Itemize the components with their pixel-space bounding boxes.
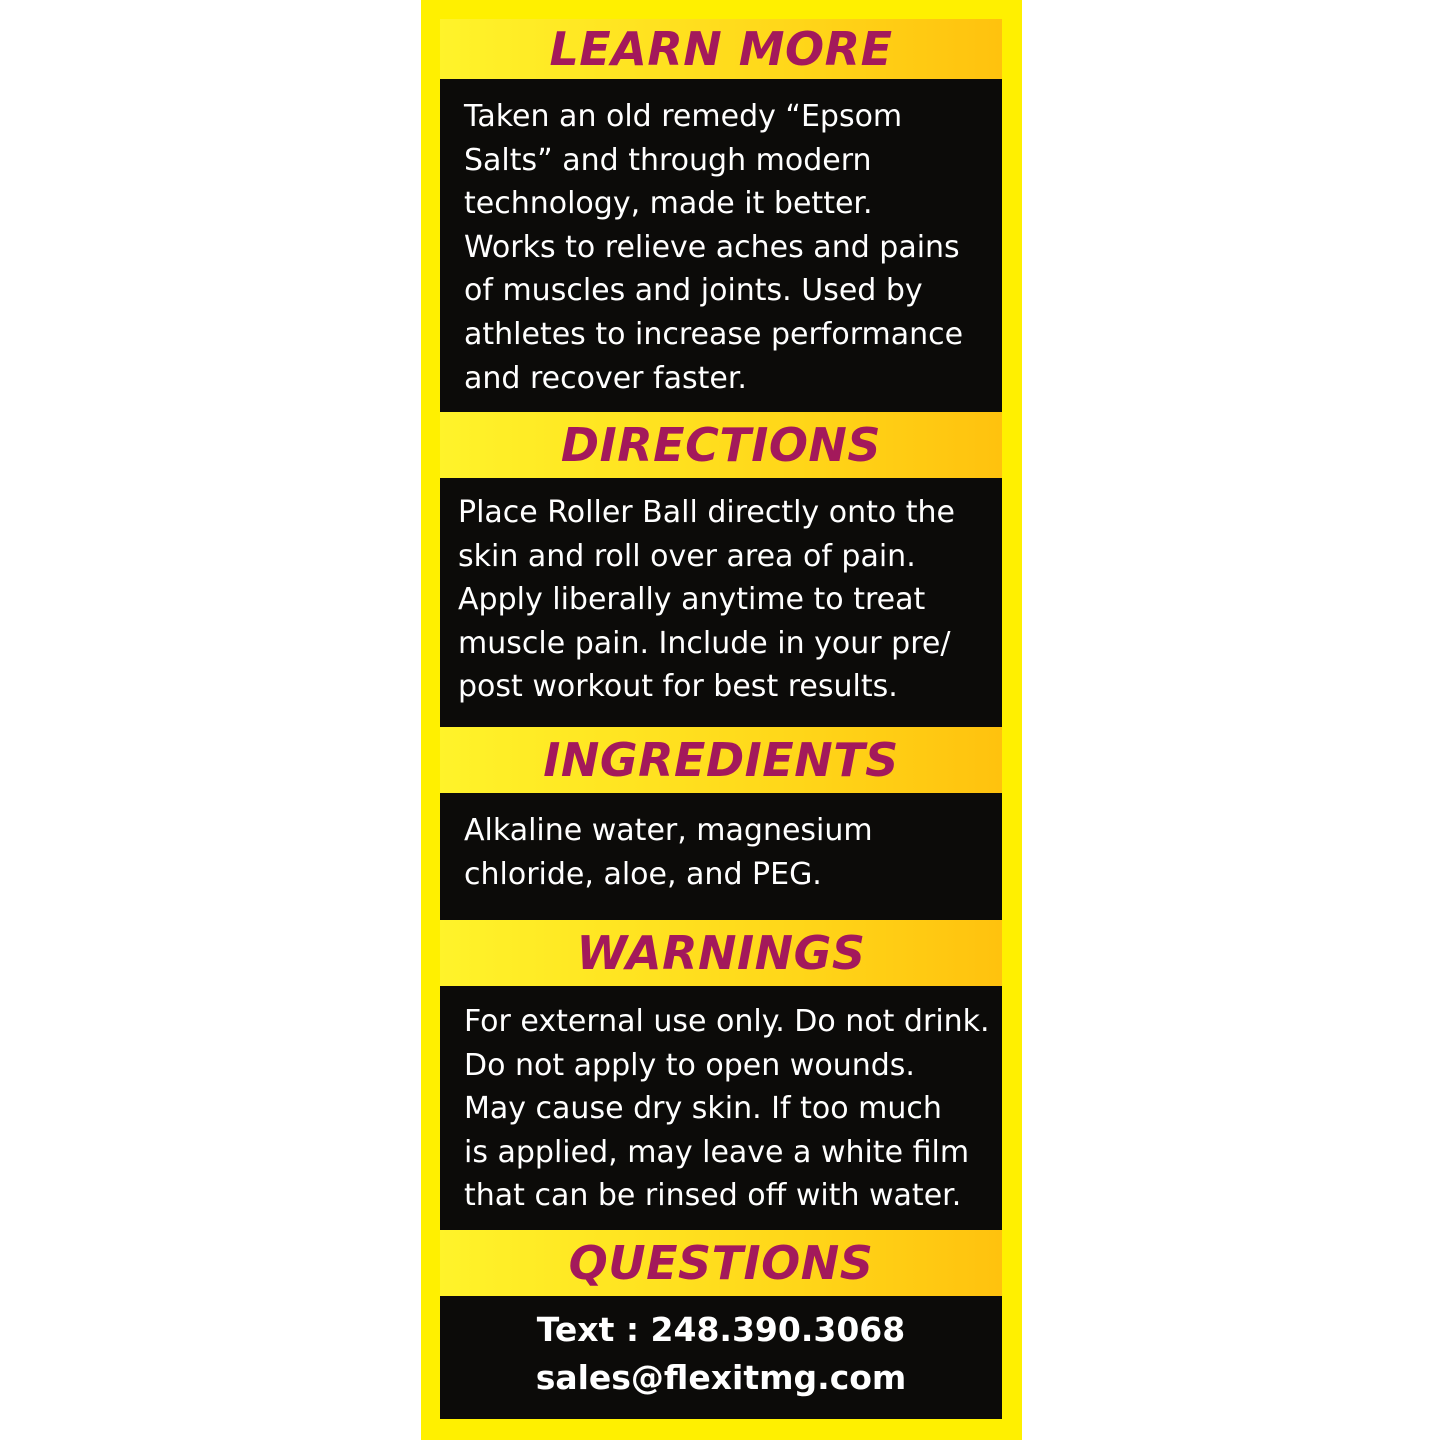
directions-heading: DIRECTIONS bbox=[560, 418, 882, 472]
label-content bbox=[440, 19, 1002, 1419]
ingredients-panel bbox=[440, 793, 1002, 920]
product-label bbox=[421, 0, 1022, 1440]
learn-more-panel bbox=[440, 79, 1002, 412]
questions-panel bbox=[440, 1296, 1002, 1419]
ingredients-band bbox=[440, 727, 1002, 793]
ingredients-heading: INGREDIENTS bbox=[543, 733, 899, 787]
questions-heading: QUESTIONS bbox=[568, 1236, 874, 1290]
learn-more-text: Taken an old remedy “Epsom Salts” and through modern technology, made it better. Works to relieve aches and pains of muscles and joints. Used by athletes to increase performance and recover faster. bbox=[464, 99, 964, 396]
questions-band bbox=[440, 1230, 1002, 1296]
warnings-band bbox=[440, 920, 1002, 986]
warnings-heading: WARNINGS bbox=[576, 926, 866, 980]
directions-panel bbox=[440, 478, 1002, 727]
learn-more-band bbox=[440, 19, 1002, 79]
contact-phone: Text : 248.390.3068 bbox=[536, 1310, 906, 1349]
warnings-panel bbox=[440, 986, 1002, 1230]
warnings-text: For external use only. Do not drink. Do not apply to open wounds. May cause dry skin. If too much is applied, may leave a white film that can be rinsed off with water. bbox=[464, 1004, 990, 1214]
directions-band bbox=[440, 412, 1002, 478]
ingredients-text: Alkaline water, magnesium chloride, aloe, and PEG. bbox=[464, 813, 873, 892]
directions-text: Place Roller Ball directly onto the skin and roll over area of pain. Apply liberally anytime to treat muscle pain. Include in your pre/ post workout for best results. bbox=[458, 495, 955, 705]
learn-more-heading: LEARN MORE bbox=[549, 22, 893, 76]
contact-email: sales@flexitmg.com bbox=[535, 1358, 907, 1397]
